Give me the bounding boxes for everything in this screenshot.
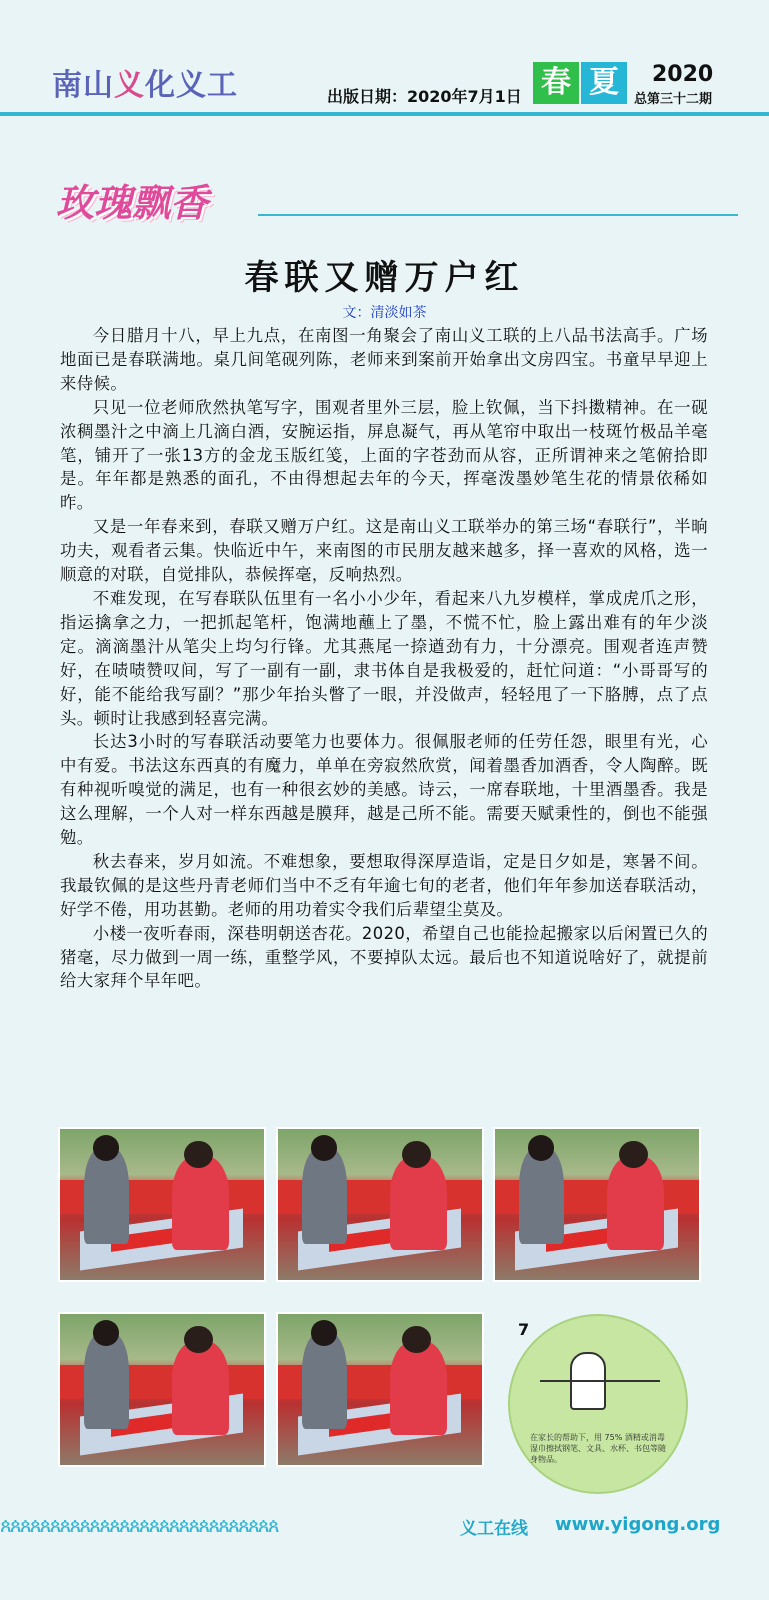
illustration-caption: 在家长的帮助下，用 75% 酒精或消毒湿巾擦拭钢笔、文具、水杯、书包等随身物品。 [530,1433,666,1464]
photo-person [519,1147,564,1244]
photo-head [619,1141,648,1168]
footer-site-name: 义工在线 [460,1519,528,1539]
event-photo-2 [276,1127,484,1282]
photo-head [528,1135,555,1161]
article-title: 春联又赠万户红 [244,258,525,298]
page-header [0,0,769,118]
photo-person [302,1147,347,1244]
photo-head [184,1141,213,1168]
article-byline: 文：清淡如茶 [342,305,427,321]
photo-person [84,1332,129,1429]
issue-number: 总第三十二期 [634,92,713,107]
logo-part2: 化义工 [145,68,238,103]
paragraph: 小楼一夜听春雨，深巷明朝送杏花。2020，希望自己也能捡起搬家以后闲置已久的猪毫，尽力做到一周一练，重整学风，不要掉队太远。最后也不知道说啥好了，就提前给大家拜个早年吧。 [60,923,708,991]
photo-head [93,1320,120,1346]
photo-volunteer [390,1156,447,1250]
photo-head [402,1326,431,1353]
photo-person [302,1332,347,1429]
paragraph: 长达3小时的写春联活动要笔力也要体力。很佩服老师的任劳任怨，眼里有光，心中有爱。书法这东西真的有魔力，单单在旁寂然欣赏，闻着墨香加酒香，令人陶醉。既有种视听嗅觉的满足，也有一种很玄妙的美感。诗云，一席春联地，十里酒墨香。我是这么理解，一个人对一样东西越是膜拜，越是己所不能。需要天赋秉性的，倒也不能强勉。 [60,732,708,848]
logo-part1: 南山 [52,68,114,103]
photo-head [184,1326,213,1353]
paragraph: 秋去春来，岁月如流。不难想象，要想取得深厚造诣，定是日夕如是，寒暑不间。我最钦佩的是这些丹青老师们当中不乏有年逾七旬的老者，他们年年参加送春联活动，好学不倦，用功甚勤。老师的用功着实令我们后辈望尘莫及。 [60,851,708,919]
footer-site-url[interactable]: www.yigong.org [555,1514,721,1535]
paragraph: 今日腊月十八，早上九点，在南图一角聚会了南山义工联的上八品书法高手。广场地面已是春联满地。桌几间笔砚列陈，老师来到案前开始拿出文房四宝。书童早早迎上来侍候。 [60,326,708,393]
logo [52,60,238,104]
article-body [60,324,708,993]
event-photo-3 [493,1127,701,1282]
photo-head [311,1135,338,1161]
paragraph: 又是一年春来到，春联又赠万户红。这是南山义工联举办的第三场“春联行”，半晌功夫，观看者云集。快临近中午，来南图的市民朋友越来越多，择一喜欢的风格，选一顺意的对联，自觉排队，恭候挥毫，反响热烈。 [60,517,708,585]
photo-volunteer [390,1341,447,1435]
section-divider [258,214,738,216]
event-photo-1 [58,1127,266,1282]
footer-figures-decoration: ጰጰጰጰጰጰጰጰጰጰጰጰጰጰጰጰጰጰጰጰጰጰጰጰጰጰጰጰ [0,1513,278,1537]
paragraph: 只见一位老师欣然执笔写字，围观者里外三层，脸上钦佩，当下抖擞精神。在一砚浓稠墨汁之中滴上几滴白酒，安腕运指，屏息凝气，再从笔帘中取出一枝斑竹极品羊毫笔，铺开了一张13方的金龙玉版红笺，上面的字苍劲而从容，正所谓神来之笔俯拾即是。年年都是熟悉的面孔，不由得想起去年的今天，挥毫泼墨妙笔生花的情景依稀如昨。 [60,397,708,513]
photo-head [402,1141,431,1168]
photo-volunteer [607,1156,664,1250]
season-summer-badge: 夏 [581,62,627,104]
season-spring-badge: 春 [533,62,579,104]
photo-person [84,1147,129,1244]
illustration-number: 7 [518,1320,530,1339]
paragraph: 不难发现，在写春联队伍里有一名小小少年，看起来八九岁模样，掌成虎爪之形，指运擒拿之力，一把抓起笔杆，饱满地蘸上了墨，不慌不忙，脸上露出难有的年少淡定。滴滴墨汁从笔尖上均匀行锋。尤其燕尾一捺遒劲有力，十分漂亮。围观者连声赞好，在啧啧赞叹间，写了一副有一副，隶书体自是我极爱的，赶忙问道：“小哥哥写的好，能不能给我写副？”那少年抬头瞥了一眼，并没做声，轻轻甩了一下胳膊，点了点头。顿时让我感到轻喜完满。 [60,588,708,728]
publication-date: 出版日期：2020年7月1日 [327,87,522,106]
photo-head [93,1135,120,1161]
section-title: 玫瑰飘香 [56,180,209,225]
event-photo-4 [58,1312,266,1467]
issue-year: 2020 [652,62,714,87]
header-divider [0,112,769,116]
photo-head [311,1320,338,1346]
photo-volunteer [172,1156,229,1250]
event-photo-5 [276,1312,484,1467]
photo-volunteer [172,1341,229,1435]
illustration-items-icon [540,1380,660,1416]
logo-heart: 义 [114,68,145,103]
